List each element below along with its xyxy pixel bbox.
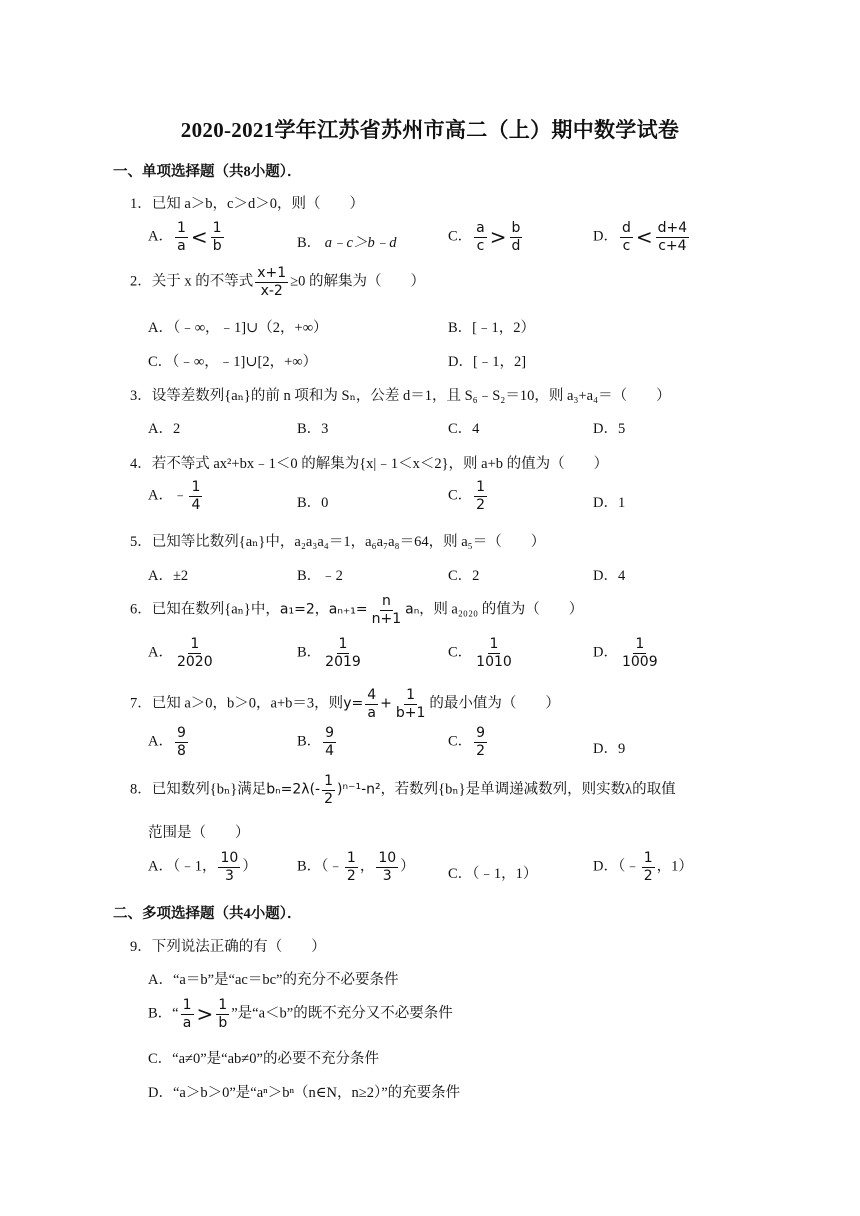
q2-option-a: A．（﹣∞，﹣1]∪（2，+∞） (148, 320, 328, 336)
q8-option-d: D．（﹣ $\frac{1}{2}$ ，1） (593, 850, 693, 884)
question-6-stem: 6．已知在数列{aₙ}中，a₁=2，aₙ₊₁= $\frac{n}{n+1}$ aₙ，则 a₂₀₂₀ 的值为（ ） (130, 593, 584, 627)
q3-option-c: C．4 (448, 421, 480, 437)
q8-option-c: C．（﹣1，1） (448, 866, 538, 882)
q6-option-d: D． $\frac{1}{1009}$ (593, 636, 658, 670)
q2-option-b: B．[﹣1，2） (448, 320, 535, 336)
q3-option-b: B．3 (297, 421, 329, 437)
question-4-stem: 4．若不等式 ax²+bx﹣1＜0 的解集为{x|﹣1＜x＜2}，则 a+b 的值为（ ） (130, 456, 609, 472)
question-7-stem: 7．已知 a＞0，b＞0，a+b＝3，则y= $\frac{4}{a}$ + $\frac{1}{b+1}$ 的最小值为（ ） (130, 687, 560, 721)
q5-option-b: B．﹣2 (297, 568, 343, 584)
q9-option-b: B．“ $\frac{1}{a}$ > $\frac{1}{b}$ ”是“a＜b”的既不充分又不必要条件 (148, 997, 453, 1031)
q1-option-a: A． $\frac{1}{a}$ < $\frac{1}{b}$ (148, 220, 222, 254)
q9-option-d: D．“a＞b＞0”是“aⁿ＞bⁿ（n∈N，n≥2）”的充要条件 (148, 1085, 461, 1101)
q7-option-c: C． $\frac{9}{2}$ (448, 725, 486, 759)
q4-option-a: A．﹣ $\frac{1}{4}$ (148, 479, 201, 513)
question-9-stem: 9．下列说法正确的有（ ） (130, 939, 326, 955)
question-3-stem: 3．设等差数列{aₙ}的前 n 项和为 Sₙ，公差 d＝1，且 S₆﹣S₂＝10，则 a₃+a₄＝（ ） (130, 388, 671, 404)
q4-option-b: B．0 (297, 495, 329, 511)
q5-option-a: A．±2 (148, 568, 189, 584)
q4-option-d: D．1 (593, 495, 626, 511)
q6-option-b: B． $\frac{1}{2019}$ (297, 636, 361, 670)
q9-option-c: C．“a≠0”是“ab≠0”的必要不充分条件 (148, 1051, 379, 1067)
page-title: 2020-2021学年江苏省苏州市高二（上）期中数学试卷 (180, 118, 680, 142)
q5-option-c: C．2 (448, 568, 480, 584)
q9-option-a: A．“a＝b”是“ac＝bc”的充分不必要条件 (148, 972, 399, 988)
q1-option-d: D． $\frac{d}{c}$ < $\frac{d+4}{c+4}$ (593, 220, 688, 254)
q2-option-d: D．[﹣1，2] (448, 354, 527, 370)
q5-option-d: D．4 (593, 568, 626, 584)
q8-option-b: B．（﹣ $\frac{1}{2}$ ， $\frac{10}{3}$ ） (297, 850, 415, 884)
q7-option-a: A． $\frac{9}{8}$ (148, 725, 186, 759)
question-8-stem-cont: 范围是（ ） (148, 825, 250, 841)
q3-option-d: D．5 (593, 421, 626, 437)
q4-option-c: C． $\frac{1}{2}$ (448, 479, 486, 513)
q7-option-b: B． $\frac{9}{4}$ (297, 725, 335, 759)
question-1-stem: 1．已知 a＞b，c＞d＞0，则（ ） (130, 196, 364, 212)
q2-option-c: C．（﹣∞，﹣1]∪[2，+∞） (148, 354, 318, 370)
q1-option-c: C． $\frac{a}{c}$ > $\frac{b}{d}$ (448, 220, 521, 254)
q6-option-c: C． $\frac{1}{1010}$ (448, 636, 512, 670)
q3-option-a: A．2 (148, 421, 181, 437)
q7-option-d: D．9 (593, 741, 626, 757)
q6-option-a: A． $\frac{1}{2020}$ (148, 636, 213, 670)
question-5-stem: 5．已知等比数列{aₙ}中，a₂a₃a₄＝1，a₆a₇a₈＝64，则 a₅＝（ ） (130, 534, 546, 550)
q1-option-b: B． a﹣c＞b﹣d (297, 235, 397, 251)
question-8-stem: 8．已知数列{bₙ}满足bₙ=2λ(- $\frac{1}{2}$ )ⁿ⁻¹-n²，若数列{bₙ}是单调递减数列，则实数λ的取值 (130, 773, 676, 807)
section-heading-multiple-choice: 二、多项选择题（共4小题）． (113, 906, 302, 922)
question-2-stem: 2．关于 x 的不等式 $\frac{x+1}{x-2}$ ≥0 的解集为（ ） (130, 265, 426, 299)
q8-option-a: A．（﹣1， $\frac{10}{3}$ ） (148, 850, 257, 884)
section-heading-single-choice: 一、单项选择题（共8小题）． (113, 164, 302, 180)
